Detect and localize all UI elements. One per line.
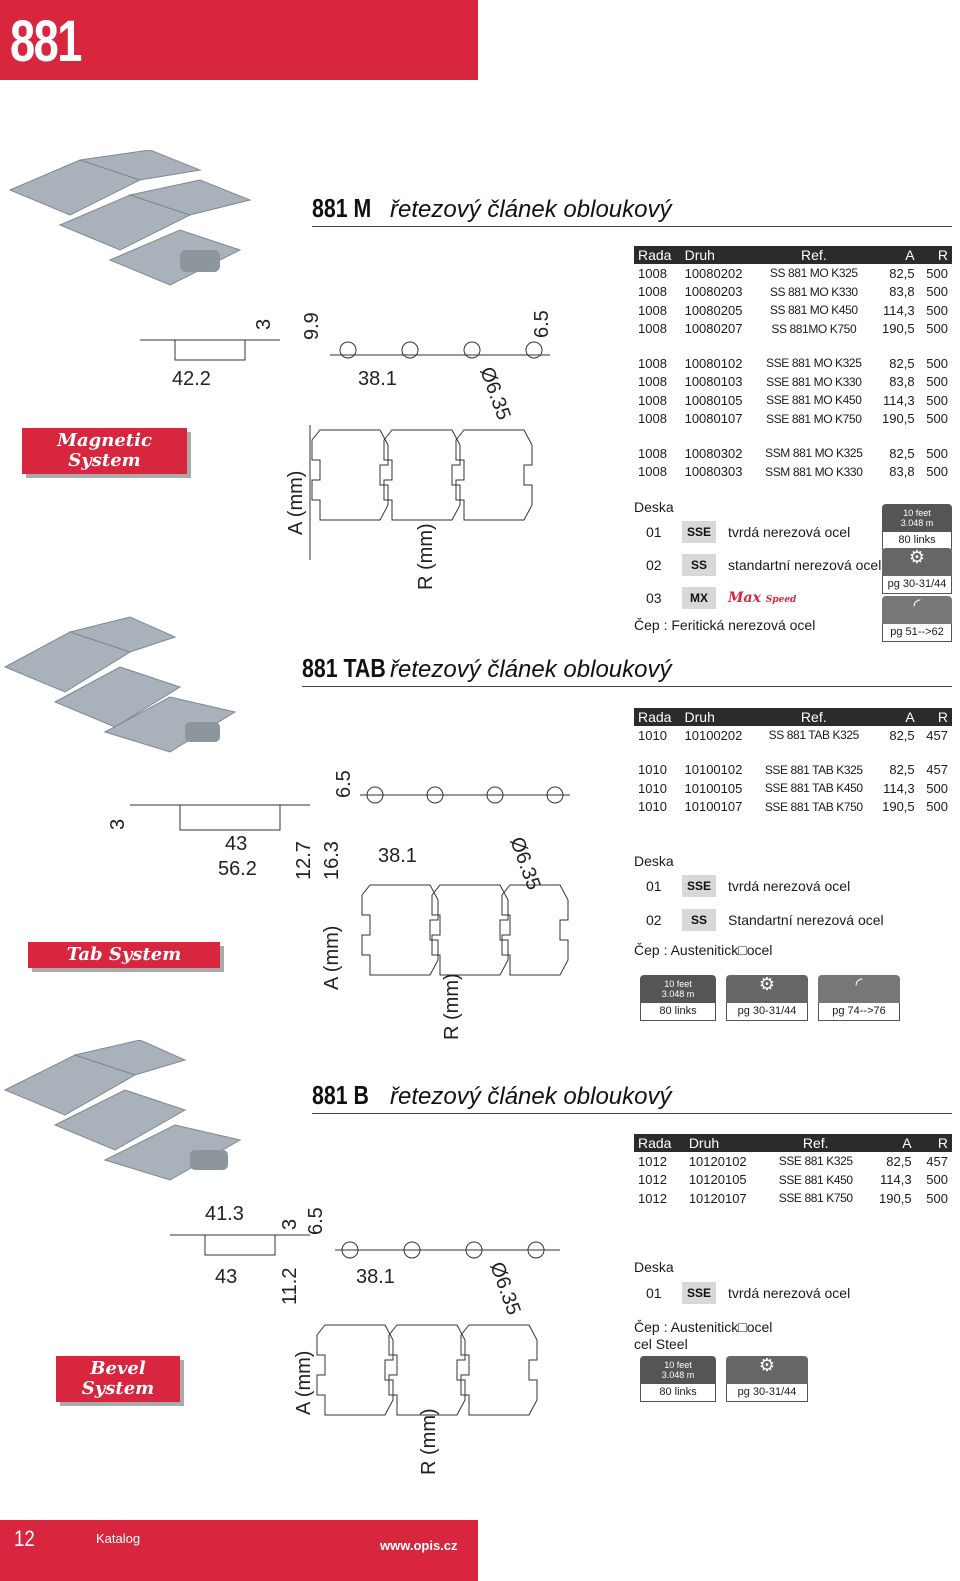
material-row xyxy=(646,587,796,609)
dim-height: 12.7 xyxy=(293,841,315,880)
cell-a: 114,3 xyxy=(883,302,915,318)
cell-ref: SSM 881 MO K325 xyxy=(765,446,863,461)
cell-r: 500 xyxy=(926,302,948,318)
material-chip: SSE xyxy=(682,1282,716,1304)
plate-outline xyxy=(384,430,460,520)
material-row xyxy=(646,875,850,897)
dim-thickness: 6.5 xyxy=(531,310,553,338)
cell-druh: 10080302 xyxy=(684,445,743,461)
pin-hole xyxy=(526,342,542,358)
packaging-icon xyxy=(882,504,952,550)
dim-a-label: A (mm) xyxy=(321,925,343,990)
cell-a: 82,5 xyxy=(889,355,915,371)
cell-a: 190,5 xyxy=(882,321,915,337)
cell-druh: 10100105 xyxy=(684,780,743,796)
material-chip: SSE xyxy=(682,521,716,543)
footer xyxy=(0,1520,478,1581)
material-row xyxy=(646,554,881,576)
cell-druh: 10100102 xyxy=(684,762,743,778)
table-row xyxy=(634,779,952,798)
cell-ref: SS 881 MO K330 xyxy=(769,284,858,299)
material-no: 03 xyxy=(646,590,662,606)
cell-druh: 10100107 xyxy=(684,799,743,815)
cell-r: 457 xyxy=(926,1153,948,1169)
icon-label: 80 links xyxy=(640,1003,716,1021)
technical-drawing xyxy=(100,750,580,1050)
technical-drawing xyxy=(150,1195,580,1505)
material-no: 01 xyxy=(646,1285,662,1301)
table-body xyxy=(634,726,952,816)
table-row xyxy=(634,320,952,339)
cell-druh: 10120102 xyxy=(688,1153,747,1169)
curve-icon: ◜ pg 74-->76 xyxy=(818,975,900,1021)
series-code: 881 xyxy=(10,9,81,74)
chain-photo xyxy=(0,1040,270,1190)
cell-r: 500 xyxy=(926,321,948,337)
dim-height: 3 xyxy=(279,1218,301,1230)
badge-line: System xyxy=(68,450,141,471)
cell-r: 500 xyxy=(926,411,948,427)
icon-top: 10 feet xyxy=(903,508,931,518)
cell-ref: SSE 881 K750 xyxy=(778,1191,853,1206)
cell-rada: 1010 xyxy=(638,727,667,743)
chain-photo xyxy=(0,612,250,762)
material-no: 01 xyxy=(646,524,662,540)
material-chip: SS xyxy=(682,909,716,931)
badge-line: Magnetic xyxy=(57,430,152,451)
material-chip: SSE xyxy=(682,875,716,897)
cell-druh: 10080203 xyxy=(684,284,743,300)
cell-a: 114,3 xyxy=(880,1172,912,1188)
profile-body xyxy=(205,1235,275,1255)
pin-material: Čep : Austenitick□ocel xyxy=(634,942,773,958)
dim-height: 3 xyxy=(107,818,129,830)
cell-druh: 10080102 xyxy=(684,355,743,371)
cell-r: 500 xyxy=(926,780,948,796)
cell-rada: 1010 xyxy=(638,762,667,778)
cell-rada: 1008 xyxy=(638,284,667,300)
row-gap xyxy=(634,428,952,444)
dim-height: 3 xyxy=(253,318,275,330)
material-text: tvrdá nerezová ocel xyxy=(728,878,851,894)
cell-a: 83,8 xyxy=(889,284,915,300)
cell-ref: SS 881 MO K450 xyxy=(769,303,858,318)
catalog-label: Katalog xyxy=(96,1531,141,1546)
col-r: R xyxy=(919,708,952,726)
deska-label: Deska xyxy=(634,499,674,515)
cell-r: 500 xyxy=(926,374,948,390)
material-text: tvrdá nerezová ocel xyxy=(728,524,851,540)
section-title xyxy=(302,653,671,684)
dim-a-label: A (mm) xyxy=(293,1350,315,1415)
table-header xyxy=(634,708,952,726)
section-title xyxy=(312,193,671,224)
pin-material: Čep : Austenitick□ocel xyxy=(634,1319,773,1335)
deska-label: Deska xyxy=(634,853,674,869)
cell-r: 500 xyxy=(926,799,948,815)
chain-pin xyxy=(190,1150,228,1170)
table-row xyxy=(634,264,952,283)
table-row xyxy=(634,798,952,817)
website-link[interactable]: www.opis.cz xyxy=(380,1538,458,1553)
dim-hole: Ø6.35 xyxy=(505,834,545,893)
cell-r: 500 xyxy=(926,284,948,300)
table-row xyxy=(634,410,952,429)
dim-height: 9.9 xyxy=(301,312,323,340)
cell-rada: 1008 xyxy=(638,374,667,390)
dim-width: 41.3 xyxy=(205,1203,244,1225)
cell-druh: 10080202 xyxy=(684,265,743,281)
col-r: R xyxy=(919,246,952,264)
cell-druh: 10080105 xyxy=(684,392,743,408)
curve-icon: ◜ pg 51-->62 xyxy=(882,596,952,642)
section-desc: řetezový článek obloukový xyxy=(390,656,672,683)
packaging-icon xyxy=(640,975,716,1021)
row-gap xyxy=(634,338,952,354)
section-code: 881 B xyxy=(312,1080,369,1110)
dim-width: 56.2 xyxy=(218,858,257,880)
plate-outline xyxy=(362,885,438,975)
badge-line: Tab System xyxy=(66,944,182,965)
table-header xyxy=(634,246,952,264)
section-code: 881 TAB xyxy=(302,653,386,683)
chain-pin xyxy=(185,722,220,742)
icon-top: 10 feet xyxy=(664,1360,692,1370)
dim-r-label: R (mm) xyxy=(441,973,463,1040)
sprocket-icon: ⚙ pg 30-31/44 xyxy=(726,975,808,1021)
material-text: Standartní nerezová ocel xyxy=(728,912,884,928)
plate-outline xyxy=(317,1325,393,1415)
profile-body xyxy=(180,805,280,830)
material-chip: SS xyxy=(682,554,716,576)
icon-label: pg 30-31/44 xyxy=(726,1384,808,1402)
icon-label: pg 30-31/44 xyxy=(726,1003,808,1021)
col-rada: Rada xyxy=(634,246,681,264)
cell-druh: 10080107 xyxy=(684,411,743,427)
col-ref: Ref. xyxy=(765,1134,865,1152)
cell-ref: SSE 881 MO K750 xyxy=(766,411,862,426)
plate-outline xyxy=(389,1325,465,1415)
material-row xyxy=(646,909,884,931)
dim-thickness: 6.5 xyxy=(333,770,355,798)
table-row xyxy=(634,301,952,320)
table-row xyxy=(634,354,952,373)
table-row xyxy=(634,1171,952,1190)
cell-rada: 1008 xyxy=(638,392,667,408)
cell-ref: SS 881 TAB K325 xyxy=(768,728,859,743)
cell-rada: 1012 xyxy=(638,1190,667,1206)
cell-r: 500 xyxy=(926,1172,948,1188)
col-ref: Ref. xyxy=(754,708,873,726)
cell-ref: SSE 881 MO K330 xyxy=(766,374,862,389)
plate-outline xyxy=(456,430,532,520)
material-no: 02 xyxy=(646,557,662,573)
icon-label: pg 30-31/44 xyxy=(882,576,952,594)
pin-material: Čep : Feritická nerezová ocel xyxy=(634,617,816,633)
technical-drawing xyxy=(130,290,570,610)
dim-r-label: R (mm) xyxy=(418,1408,440,1475)
dim-height: 11.2 xyxy=(279,1267,301,1305)
cell-a: 190,5 xyxy=(879,1190,912,1206)
cell-a: 190,5 xyxy=(882,411,915,427)
cell-r: 457 xyxy=(926,762,948,778)
cell-a: 190,5 xyxy=(882,799,915,815)
cell-rada: 1008 xyxy=(638,321,667,337)
sprocket-icon: ⚙ pg 30-31/44 xyxy=(882,548,952,594)
plate-outline xyxy=(312,430,388,520)
cell-druh: 10080207 xyxy=(684,321,743,337)
cell-ref: SS 881MO K750 xyxy=(771,321,857,336)
col-rada: Rada xyxy=(634,708,681,726)
cell-ref: SSM 881 MO K330 xyxy=(765,464,863,479)
dim-hole: Ø6.35 xyxy=(475,364,515,423)
material-text: tvrdá nerezová ocel xyxy=(728,1285,851,1301)
cell-druh: 10100202 xyxy=(684,727,743,743)
col-druh: Druh xyxy=(681,246,755,264)
table-row xyxy=(634,463,952,482)
dim-width: 42.2 xyxy=(172,368,211,390)
section-title xyxy=(312,1080,671,1111)
dim-r-label: R (mm) xyxy=(415,523,437,590)
col-a: A xyxy=(866,1134,916,1152)
cell-ref: SS 881 MO K325 xyxy=(769,266,858,281)
dim-a-label: A (mm) xyxy=(285,470,307,535)
row-gap xyxy=(634,745,952,761)
icon-sub: 3.048 m xyxy=(661,989,695,999)
cell-rada: 1012 xyxy=(638,1153,667,1169)
cell-a: 82,5 xyxy=(889,727,915,743)
dim-height: 16.3 xyxy=(321,841,343,880)
col-r: R xyxy=(916,1134,952,1152)
cell-druh: 10120107 xyxy=(688,1190,747,1206)
deska-label: Deska xyxy=(634,1259,674,1275)
table-row xyxy=(634,283,952,302)
page-number: 12 xyxy=(14,1526,35,1551)
material-no: 02 xyxy=(646,912,662,928)
cell-a: 82,5 xyxy=(889,445,915,461)
cell-a: 83,8 xyxy=(889,464,915,480)
icon-top: 10 feet xyxy=(664,979,692,989)
col-a: A xyxy=(873,246,919,264)
section-desc: řetezový článek obloukový xyxy=(390,196,672,223)
col-a: A xyxy=(873,708,918,726)
cell-rada: 1008 xyxy=(638,445,667,461)
cell-a: 82,5 xyxy=(889,265,915,281)
max-speed-logo: Max Speed xyxy=(728,590,797,606)
table-body xyxy=(634,1152,952,1208)
pin-material-alt: cel Steel xyxy=(634,1336,688,1352)
divider xyxy=(302,686,952,687)
cell-ref: SSE 881 TAB K325 xyxy=(764,762,863,777)
cell-ref: SSE 881 TAB K450 xyxy=(764,781,863,796)
cell-ref: SSE 881 K325 xyxy=(778,1154,853,1169)
cell-a: 82,5 xyxy=(886,1153,912,1169)
cell-rada: 1008 xyxy=(638,265,667,281)
chain-pin xyxy=(180,250,220,272)
cell-r: 500 xyxy=(926,464,948,480)
cell-ref: SSE 881 TAB K750 xyxy=(764,799,863,814)
icon-label: 80 links xyxy=(882,532,952,550)
table-row xyxy=(634,726,952,745)
cell-r: 500 xyxy=(926,445,948,461)
dim-pitch: 38.1 xyxy=(356,1266,395,1288)
section-desc: řetezový článek obloukový xyxy=(390,1083,672,1110)
cell-a: 114,3 xyxy=(883,392,915,408)
plate-outline xyxy=(432,885,508,975)
cell-r: 500 xyxy=(926,265,948,281)
cell-ref: SSE 881 K450 xyxy=(778,1172,853,1187)
badge-line: System xyxy=(81,1378,155,1399)
cell-druh: 10080303 xyxy=(684,464,743,480)
table-row xyxy=(634,761,952,780)
material-text: standartní nerezová ocel xyxy=(728,557,882,573)
material-row xyxy=(646,1282,850,1304)
plate-outline xyxy=(502,885,568,975)
dim-hole: Ø6.35 xyxy=(485,1259,525,1318)
header-band xyxy=(0,0,478,80)
material-row xyxy=(646,521,850,543)
dim-pitch: 38.1 xyxy=(378,845,417,867)
cell-rada: 1012 xyxy=(638,1172,667,1188)
icon-sub: 3.048 m xyxy=(661,1370,695,1380)
col-rada: Rada xyxy=(634,1134,685,1152)
spec-table xyxy=(634,1134,952,1208)
cell-rada: 1008 xyxy=(638,355,667,371)
table-row xyxy=(634,391,952,410)
table-row xyxy=(634,1189,952,1208)
divider xyxy=(312,226,952,227)
divider xyxy=(312,1113,952,1114)
cell-r: 500 xyxy=(926,392,948,408)
cell-rada: 1008 xyxy=(638,464,667,480)
plate-outline xyxy=(461,1325,537,1415)
table-header xyxy=(634,1134,952,1152)
cell-r: 500 xyxy=(926,1190,948,1206)
cell-ref: SSE 881 MO K450 xyxy=(766,393,862,408)
sprocket-icon: ⚙ pg 30-31/44 xyxy=(726,1356,808,1402)
cell-druh: 10080103 xyxy=(684,374,743,390)
spec-table xyxy=(634,708,952,816)
col-ref: Ref. xyxy=(755,246,873,264)
table-row xyxy=(634,1152,952,1171)
material-chip: MX xyxy=(682,587,716,609)
spec-table xyxy=(634,246,952,481)
cell-a: 83,8 xyxy=(889,374,915,390)
dim-width: 43 xyxy=(225,833,248,855)
cell-druh: 10120105 xyxy=(688,1172,747,1188)
cell-r: 500 xyxy=(926,355,948,371)
dim-thickness: 6.5 xyxy=(305,1207,327,1235)
badge-line: Bevel xyxy=(90,1358,146,1379)
cell-a: 114,3 xyxy=(883,780,915,796)
cell-rada: 1008 xyxy=(638,411,667,427)
table-row xyxy=(634,444,952,463)
icon-label: 80 links xyxy=(640,1384,716,1402)
cell-rada: 1008 xyxy=(638,302,667,318)
col-druh: Druh xyxy=(685,1134,766,1152)
icon-label: pg 74-->76 xyxy=(818,1003,900,1021)
pin-hole xyxy=(464,342,480,358)
profile-body xyxy=(175,340,245,360)
packaging-icon xyxy=(640,1356,716,1402)
dim-width: 43 xyxy=(215,1266,238,1288)
cell-rada: 1010 xyxy=(638,799,667,815)
col-druh: Druh xyxy=(681,708,755,726)
icon-label: pg 51-->62 xyxy=(882,624,952,642)
section-code: 881 M xyxy=(312,193,372,223)
pin-hole xyxy=(340,342,356,358)
table-row xyxy=(634,373,952,392)
icon-sub: 3.048 m xyxy=(900,518,934,528)
chain-photo xyxy=(0,150,290,300)
cell-ref: SSE 881 MO K325 xyxy=(766,356,862,371)
table-body xyxy=(634,264,952,481)
cell-r: 457 xyxy=(926,727,948,743)
dim-pitch: 38.1 xyxy=(358,368,397,390)
material-no: 01 xyxy=(646,878,662,894)
pin-hole xyxy=(402,342,418,358)
cell-a: 82,5 xyxy=(889,762,915,778)
cell-rada: 1010 xyxy=(638,780,667,796)
cell-druh: 10080205 xyxy=(684,302,743,318)
